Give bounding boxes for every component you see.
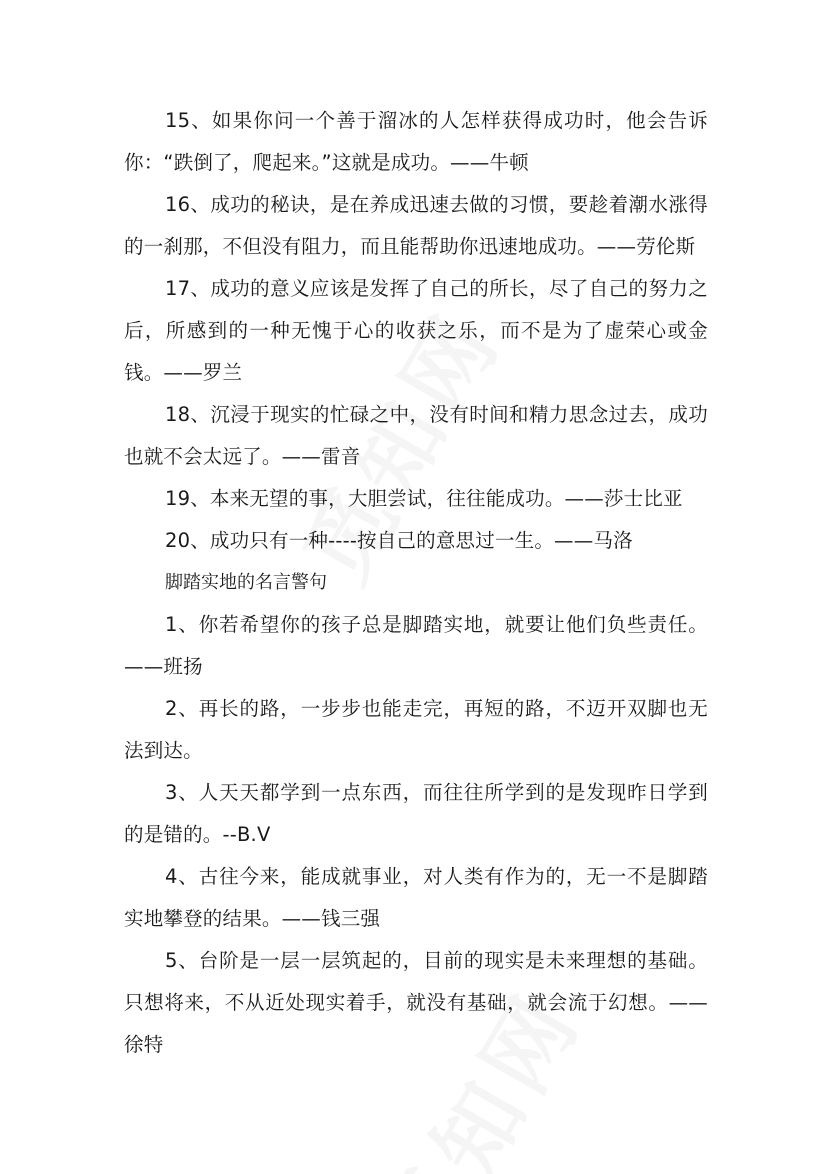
quote-paragraph: 15、如果你问一个善于溜冰的人怎样获得成功时，他会告诉你：“跌倒了，爬起来。”这就是成功。——牛顿 [124, 109, 708, 174]
quote-paragraph: 20、成功只有一种----按自己的意思过一生。——马洛 [165, 529, 633, 552]
quote-paragraph: 2、再长的路，一步步也能走完，再短的路，不迈开双脚也无法到达。 [124, 697, 708, 762]
section-title: 脚踏实地的名言警句 [165, 572, 327, 593]
quote-paragraph: 19、本来无望的事，大胆尝试，往往能成功。——莎士比亚 [165, 487, 683, 510]
quote-paragraph: 1、你若希望你的孩子总是脚踏实地，就要让他们负些责任。——班扬 [124, 613, 708, 678]
document-body [124, 100, 708, 1066]
quote-paragraph: 16、成功的秘诀，是在养成迅速去做的习惯，要趁着潮水涨得的一刹那，不但没有阻力，而且能帮助你迅速地成功。——劳伦斯 [124, 193, 708, 258]
quote-paragraph: 4、古往今来，能成就事业，对人类有作为的，无一不是脚踏实地攀登的结果。——钱三强 [124, 865, 708, 930]
quote-paragraph: 17、成功的意义应该是发挥了自己的所长，尽了自己的努力之后，所感到的一种无愧于心的收获之乐，而不是为了虚荣心或金钱。——罗兰 [124, 277, 708, 384]
quote-paragraph: 18、沉浸于现实的忙碌之中，没有时间和精力思念过去，成功也就不会太远了。——雷音 [124, 403, 708, 468]
quote-paragraph: 3、人天天都学到一点东西，而往往所学到的是发现昨日学到的是错的。--B.V [124, 781, 708, 846]
quote-paragraph: 5、台阶是一层一层筑起的，目前的现实是未来理想的基础。只想将来，不从近处现实着手，就没有基础，就会流于幻想。——徐特 [124, 949, 708, 1056]
